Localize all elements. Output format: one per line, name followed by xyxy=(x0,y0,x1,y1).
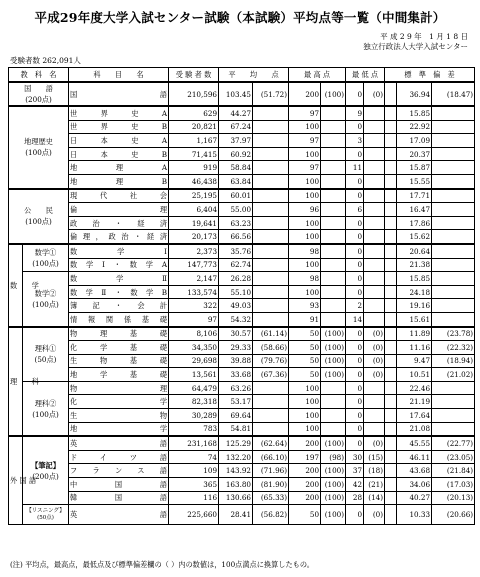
sd-cell: 10.51 xyxy=(397,368,432,382)
count-cell: 6,404 xyxy=(169,203,219,217)
max-cell: 50 xyxy=(289,354,321,368)
subject-cell: 現代社会 xyxy=(69,189,169,203)
mean-cell: 49.03 xyxy=(219,299,253,313)
min-cell: 37 xyxy=(346,464,364,478)
min-cell: 0 xyxy=(346,244,364,258)
max-cell: 50 xyxy=(289,505,321,525)
table-row xyxy=(9,422,475,436)
footnote: (注) 平均点，最高点，最低点及び標準偏差欄の（ ）内の数値は，100点満点に換算したもの。 xyxy=(10,560,314,569)
subject-cell: 世界史B xyxy=(69,120,169,134)
min-cell: 0 xyxy=(346,258,364,272)
table-row xyxy=(9,409,475,423)
subject-cell: 情報関係基礎 xyxy=(69,312,169,326)
subject-cell: 数学Ⅰ xyxy=(69,244,169,258)
table-row xyxy=(9,230,475,244)
sd-cell: 22.92 xyxy=(397,120,432,134)
min-cell: 0 xyxy=(346,409,364,423)
min-cell: 0 xyxy=(346,422,364,436)
subject-cell: 日本史A xyxy=(69,134,169,148)
table-row xyxy=(9,106,475,120)
score-table-body xyxy=(9,82,475,525)
mean-scaled-cell: (81.90) xyxy=(253,478,289,492)
count-cell: 30,289 xyxy=(169,409,219,423)
max-scaled-cell: (98) xyxy=(321,450,346,464)
mean-cell: 66.56 xyxy=(219,230,253,244)
min-scaled-cell: (18) xyxy=(364,464,385,478)
category-cell: 国 語 (200点) xyxy=(9,82,69,106)
sd-cell: 9.47 xyxy=(397,354,432,368)
mean-cell: 30.57 xyxy=(219,327,253,341)
sd-cell: 16.47 xyxy=(397,203,432,217)
count-cell: 64,479 xyxy=(169,381,219,395)
mean-cell: 69.64 xyxy=(219,409,253,423)
min-cell: 14 xyxy=(346,312,364,326)
category-cell: 理 科 xyxy=(9,327,23,437)
subject-cell: 数学Ⅰ・数学A xyxy=(69,258,169,272)
min-scaled-cell: (0) xyxy=(364,436,385,450)
min-cell: 3 xyxy=(346,134,364,148)
table-row xyxy=(9,272,475,286)
count-cell: 210,596 xyxy=(169,82,219,106)
group-cell: 【リスニング】 (50点) xyxy=(23,505,69,525)
score-table xyxy=(8,67,475,525)
table-row xyxy=(9,147,475,161)
sd-cell: 15.87 xyxy=(397,161,432,175)
min-cell: 11 xyxy=(346,161,364,175)
sd-cell: 17.86 xyxy=(397,216,432,230)
max-scaled-cell: (100) xyxy=(321,491,346,505)
max-cell: 100 xyxy=(289,258,321,272)
header-sd: 標 準 偏 差 xyxy=(385,68,475,83)
sd-cell: 20.37 xyxy=(397,147,432,161)
sd-cell: 21.08 xyxy=(397,422,432,436)
sd-scaled-cell: (21.02) xyxy=(432,368,475,382)
min-cell: 0 xyxy=(346,82,364,106)
max-cell: 200 xyxy=(289,82,321,106)
min-cell: 0 xyxy=(346,147,364,161)
mean-scaled-cell: (66.10) xyxy=(253,450,289,464)
max-cell: 91 xyxy=(289,312,321,326)
min-scaled-cell: (0) xyxy=(364,327,385,341)
table-row xyxy=(9,478,475,492)
table-row xyxy=(9,174,475,188)
mean-cell: 67.24 xyxy=(219,120,253,134)
subject-cell: 英語 xyxy=(69,505,169,525)
min-cell: 0 xyxy=(346,285,364,299)
table-row xyxy=(9,395,475,409)
max-scaled-cell: (100) xyxy=(321,368,346,382)
mean-cell: 130.66 xyxy=(219,491,253,505)
min-cell: 0 xyxy=(346,505,364,525)
max-scaled-cell: (100) xyxy=(321,478,346,492)
max-cell: 100 xyxy=(289,409,321,423)
subject-cell: 地理B xyxy=(69,174,169,188)
subject-cell: 英語 xyxy=(69,436,169,450)
table-row xyxy=(9,244,475,258)
sd-cell: 34.06 xyxy=(397,478,432,492)
examinee-count: 受験者数 262,091人 xyxy=(10,56,81,65)
table-row xyxy=(9,189,475,203)
count-cell: 133,574 xyxy=(169,285,219,299)
min-cell: 0 xyxy=(346,189,364,203)
min-cell: 0 xyxy=(346,174,364,188)
sd-cell: 40.27 xyxy=(397,491,432,505)
max-cell: 100 xyxy=(289,216,321,230)
sd-cell: 22.46 xyxy=(397,381,432,395)
header-category: 教 科 名 xyxy=(9,68,69,83)
subject-cell: 簿記・会計 xyxy=(69,299,169,313)
count-cell: 74 xyxy=(169,450,219,464)
subject-cell: 政治・経済 xyxy=(69,216,169,230)
sd-scaled-cell: (21.84) xyxy=(432,464,475,478)
sd-cell: 45.55 xyxy=(397,436,432,450)
mean-cell: 37.97 xyxy=(219,134,253,148)
min-cell: 0 xyxy=(346,216,364,230)
min-cell: 0 xyxy=(346,368,364,382)
mean-cell: 55.10 xyxy=(219,285,253,299)
subject-cell: 物理 xyxy=(69,381,169,395)
count-cell: 919 xyxy=(169,161,219,175)
min-cell: 0 xyxy=(346,354,364,368)
mean-cell: 125.29 xyxy=(219,436,253,450)
mean-scaled-cell: (71.96) xyxy=(253,464,289,478)
sd-cell: 24.18 xyxy=(397,285,432,299)
subject-cell: 地理A xyxy=(69,161,169,175)
min-cell: 0 xyxy=(346,341,364,355)
min-cell: 28 xyxy=(346,491,364,505)
count-cell: 8,106 xyxy=(169,327,219,341)
table-row xyxy=(9,258,475,272)
sd-scaled-cell: (20.13) xyxy=(432,491,475,505)
max-scaled-cell: (100) xyxy=(321,436,346,450)
mean-cell: 63.23 xyxy=(219,216,253,230)
category-cell: 数 学 xyxy=(9,244,23,327)
mean-cell: 54.32 xyxy=(219,312,253,326)
sd-scaled-cell: (18.47) xyxy=(432,82,475,106)
count-cell: 1,167 xyxy=(169,134,219,148)
header-max: 最 高 点 xyxy=(289,68,346,83)
category-cell: 地理歴史 (100点) xyxy=(9,106,69,189)
mean-cell: 55.00 xyxy=(219,203,253,217)
subject-cell: 数学Ⅱ xyxy=(69,272,169,286)
max-cell: 97 xyxy=(289,134,321,148)
min-scaled-cell: (0) xyxy=(364,341,385,355)
subject-cell: 生物基礎 xyxy=(69,354,169,368)
count-cell: 19,641 xyxy=(169,216,219,230)
sd-cell: 11.89 xyxy=(397,327,432,341)
min-cell: 6 xyxy=(346,203,364,217)
mean-cell: 53.17 xyxy=(219,395,253,409)
count-cell: 34,350 xyxy=(169,341,219,355)
min-scaled-cell: (0) xyxy=(364,354,385,368)
sd-scaled-cell: (22.77) xyxy=(432,436,475,450)
subject-cell: 地学基礎 xyxy=(69,368,169,382)
mean-cell: 29.33 xyxy=(219,341,253,355)
mean-cell: 62.74 xyxy=(219,258,253,272)
mean-scaled-cell: (58.66) xyxy=(253,341,289,355)
min-scaled-cell: (21) xyxy=(364,478,385,492)
subject-cell: 物理基礎 xyxy=(69,327,169,341)
subject-cell: 倫理，政治・経済 xyxy=(69,230,169,244)
max-scaled-cell: (100) xyxy=(321,327,346,341)
mean-cell: 33.68 xyxy=(219,368,253,382)
mean-cell: 63.26 xyxy=(219,381,253,395)
sd-cell: 46.11 xyxy=(397,450,432,464)
sd-cell: 21.19 xyxy=(397,395,432,409)
sd-cell: 15.85 xyxy=(397,272,432,286)
table-row xyxy=(9,505,475,525)
table-row xyxy=(9,450,475,464)
max-cell: 100 xyxy=(289,285,321,299)
table-row xyxy=(9,341,475,355)
sd-cell: 19.16 xyxy=(397,299,432,313)
mean-cell: 58.84 xyxy=(219,161,253,175)
category-cell: 外 国 語 xyxy=(9,436,23,524)
table-row xyxy=(9,327,475,341)
min-scaled-cell: (0) xyxy=(364,505,385,525)
table-row xyxy=(9,285,475,299)
subject-cell: 中国語 xyxy=(69,478,169,492)
min-scaled-cell: (0) xyxy=(364,368,385,382)
min-scaled-cell: (15) xyxy=(364,450,385,464)
max-cell: 100 xyxy=(289,120,321,134)
mean-scaled-cell: (65.33) xyxy=(253,491,289,505)
max-scaled-cell: (100) xyxy=(321,464,346,478)
header-min: 最 低 点 xyxy=(346,68,385,83)
mean-cell: 54.81 xyxy=(219,422,253,436)
count-cell: 109 xyxy=(169,464,219,478)
subject-cell: 倫理 xyxy=(69,203,169,217)
subject-cell: 韓国語 xyxy=(69,491,169,505)
count-cell: 20,173 xyxy=(169,230,219,244)
count-cell: 783 xyxy=(169,422,219,436)
min-scaled-cell: (14) xyxy=(364,491,385,505)
subject-cell: ドイツ語 xyxy=(69,450,169,464)
min-cell: 0 xyxy=(346,272,364,286)
count-cell: 629 xyxy=(169,106,219,120)
count-cell: 2,147 xyxy=(169,272,219,286)
mean-cell: 60.92 xyxy=(219,147,253,161)
header-count: 受 験 者 数 xyxy=(169,68,219,83)
subject-cell: 化学 xyxy=(69,395,169,409)
table-row xyxy=(9,216,475,230)
mean-scaled-cell: (79.76) xyxy=(253,354,289,368)
max-cell: 100 xyxy=(289,174,321,188)
max-cell: 100 xyxy=(289,230,321,244)
sd-scaled-cell: (18.94) xyxy=(432,354,475,368)
sd-scaled-cell: (23.78) xyxy=(432,327,475,341)
mean-cell: 44.27 xyxy=(219,106,253,120)
sd-cell: 36.94 xyxy=(397,82,432,106)
max-cell: 200 xyxy=(289,436,321,450)
count-cell: 29,698 xyxy=(169,354,219,368)
max-cell: 98 xyxy=(289,272,321,286)
sd-cell: 15.55 xyxy=(397,174,432,188)
table-row xyxy=(9,82,475,106)
count-cell: 25,195 xyxy=(169,189,219,203)
table-row xyxy=(9,436,475,450)
subject-cell: 国語 xyxy=(69,82,169,106)
count-cell: 225,660 xyxy=(169,505,219,525)
publication-date: 平 成 2 9 年 1 月 1 8 日 xyxy=(380,32,468,41)
sd-cell: 11.16 xyxy=(397,341,432,355)
subject-cell: 化学基礎 xyxy=(69,341,169,355)
max-cell: 98 xyxy=(289,244,321,258)
table-row xyxy=(9,299,475,313)
count-cell: 2,373 xyxy=(169,244,219,258)
subject-cell: フランス語 xyxy=(69,464,169,478)
max-cell: 200 xyxy=(289,491,321,505)
max-cell: 50 xyxy=(289,341,321,355)
mean-scaled-cell: (61.14) xyxy=(253,327,289,341)
min-cell: 30 xyxy=(346,450,364,464)
mean-scaled-cell: (62.64) xyxy=(253,436,289,450)
header-mean: 平 均 点 xyxy=(219,68,289,83)
mean-cell: 163.80 xyxy=(219,478,253,492)
mean-cell: 35.76 xyxy=(219,244,253,258)
mean-cell: 63.84 xyxy=(219,174,253,188)
sd-scaled-cell: (22.32) xyxy=(432,341,475,355)
mean-cell: 103.45 xyxy=(219,82,253,106)
min-cell: 0 xyxy=(346,230,364,244)
sd-cell: 15.61 xyxy=(397,312,432,326)
table-row xyxy=(9,464,475,478)
mean-cell: 143.92 xyxy=(219,464,253,478)
count-cell: 231,168 xyxy=(169,436,219,450)
mean-scaled-cell: (67.36) xyxy=(253,368,289,382)
category-cell: 公 民 (100点) xyxy=(9,189,69,244)
group-cell: 数学② (100点) xyxy=(23,272,69,327)
mean-cell: 132.20 xyxy=(219,450,253,464)
table-row xyxy=(9,120,475,134)
subject-cell: 地学 xyxy=(69,422,169,436)
organization-name: 独立行政法人大学入試センター xyxy=(363,42,468,51)
sd-cell: 17.64 xyxy=(397,409,432,423)
max-scaled-cell: (100) xyxy=(321,341,346,355)
header-row xyxy=(9,68,475,83)
sd-scaled-cell: (20.66) xyxy=(432,505,475,525)
max-cell: 97 xyxy=(289,161,321,175)
table-row xyxy=(9,203,475,217)
subject-cell: 世界史A xyxy=(69,106,169,120)
count-cell: 147,773 xyxy=(169,258,219,272)
mean-cell: 60.01 xyxy=(219,189,253,203)
max-scaled-cell: (100) xyxy=(321,505,346,525)
min-scaled-cell: (0) xyxy=(364,82,385,106)
table-row xyxy=(9,381,475,395)
table-row xyxy=(9,354,475,368)
sd-cell: 20.64 xyxy=(397,244,432,258)
min-cell: 0 xyxy=(346,327,364,341)
subject-cell: 日本史B xyxy=(69,147,169,161)
min-cell: 42 xyxy=(346,478,364,492)
group-cell: 理科① (50点) xyxy=(23,327,69,382)
group-cell: 理科② (100点) xyxy=(23,381,69,436)
max-cell: 200 xyxy=(289,478,321,492)
max-cell: 96 xyxy=(289,203,321,217)
min-cell: 2 xyxy=(346,299,364,313)
max-cell: 50 xyxy=(289,327,321,341)
max-cell: 93 xyxy=(289,299,321,313)
sd-cell: 17.09 xyxy=(397,134,432,148)
table-row xyxy=(9,161,475,175)
mean-scaled-cell: (56.82) xyxy=(253,505,289,525)
count-cell: 46,438 xyxy=(169,174,219,188)
min-cell: 9 xyxy=(346,106,364,120)
subject-cell: 数学Ⅱ・数学B xyxy=(69,285,169,299)
max-scaled-cell: (100) xyxy=(321,354,346,368)
page-title: 平成29年度大学入試センター試験（本試験）平均点等一覧（中間集計） xyxy=(34,10,446,25)
max-cell: 100 xyxy=(289,147,321,161)
table-row xyxy=(9,491,475,505)
min-cell: 0 xyxy=(346,395,364,409)
count-cell: 365 xyxy=(169,478,219,492)
max-cell: 100 xyxy=(289,395,321,409)
header-subject: 科 目 名 xyxy=(69,68,169,83)
max-cell: 97 xyxy=(289,106,321,120)
sd-cell: 15.62 xyxy=(397,230,432,244)
min-cell: 0 xyxy=(346,381,364,395)
sd-cell: 17.71 xyxy=(397,189,432,203)
sd-cell: 15.85 xyxy=(397,106,432,120)
mean-cell: 26.28 xyxy=(219,272,253,286)
sd-cell: 43.68 xyxy=(397,464,432,478)
max-cell: 100 xyxy=(289,422,321,436)
count-cell: 20,821 xyxy=(169,120,219,134)
table-row xyxy=(9,368,475,382)
count-cell: 116 xyxy=(169,491,219,505)
count-cell: 13,561 xyxy=(169,368,219,382)
sd-scaled-cell: (23.05) xyxy=(432,450,475,464)
group-cell: 数学① (100点) xyxy=(23,244,69,272)
max-cell: 50 xyxy=(289,368,321,382)
sd-scaled-cell: (17.03) xyxy=(432,478,475,492)
min-cell: 0 xyxy=(346,436,364,450)
sd-cell: 10.33 xyxy=(397,505,432,525)
count-cell: 82,318 xyxy=(169,395,219,409)
count-cell: 322 xyxy=(169,299,219,313)
max-scaled-cell: (100) xyxy=(321,82,346,106)
subject-cell: 生物 xyxy=(69,409,169,423)
mean-cell: 39.88 xyxy=(219,354,253,368)
mean-scaled-cell: (51.72) xyxy=(253,82,289,106)
sd-cell: 21.38 xyxy=(397,258,432,272)
min-cell: 0 xyxy=(346,120,364,134)
table-row xyxy=(9,134,475,148)
table-row xyxy=(9,312,475,326)
count-cell: 97 xyxy=(169,312,219,326)
max-cell: 200 xyxy=(289,464,321,478)
group-cell: 【筆記】 (200点) xyxy=(23,436,69,504)
max-cell: 197 xyxy=(289,450,321,464)
max-cell: 100 xyxy=(289,189,321,203)
max-cell: 100 xyxy=(289,381,321,395)
count-cell: 71,415 xyxy=(169,147,219,161)
mean-cell: 28.41 xyxy=(219,505,253,525)
